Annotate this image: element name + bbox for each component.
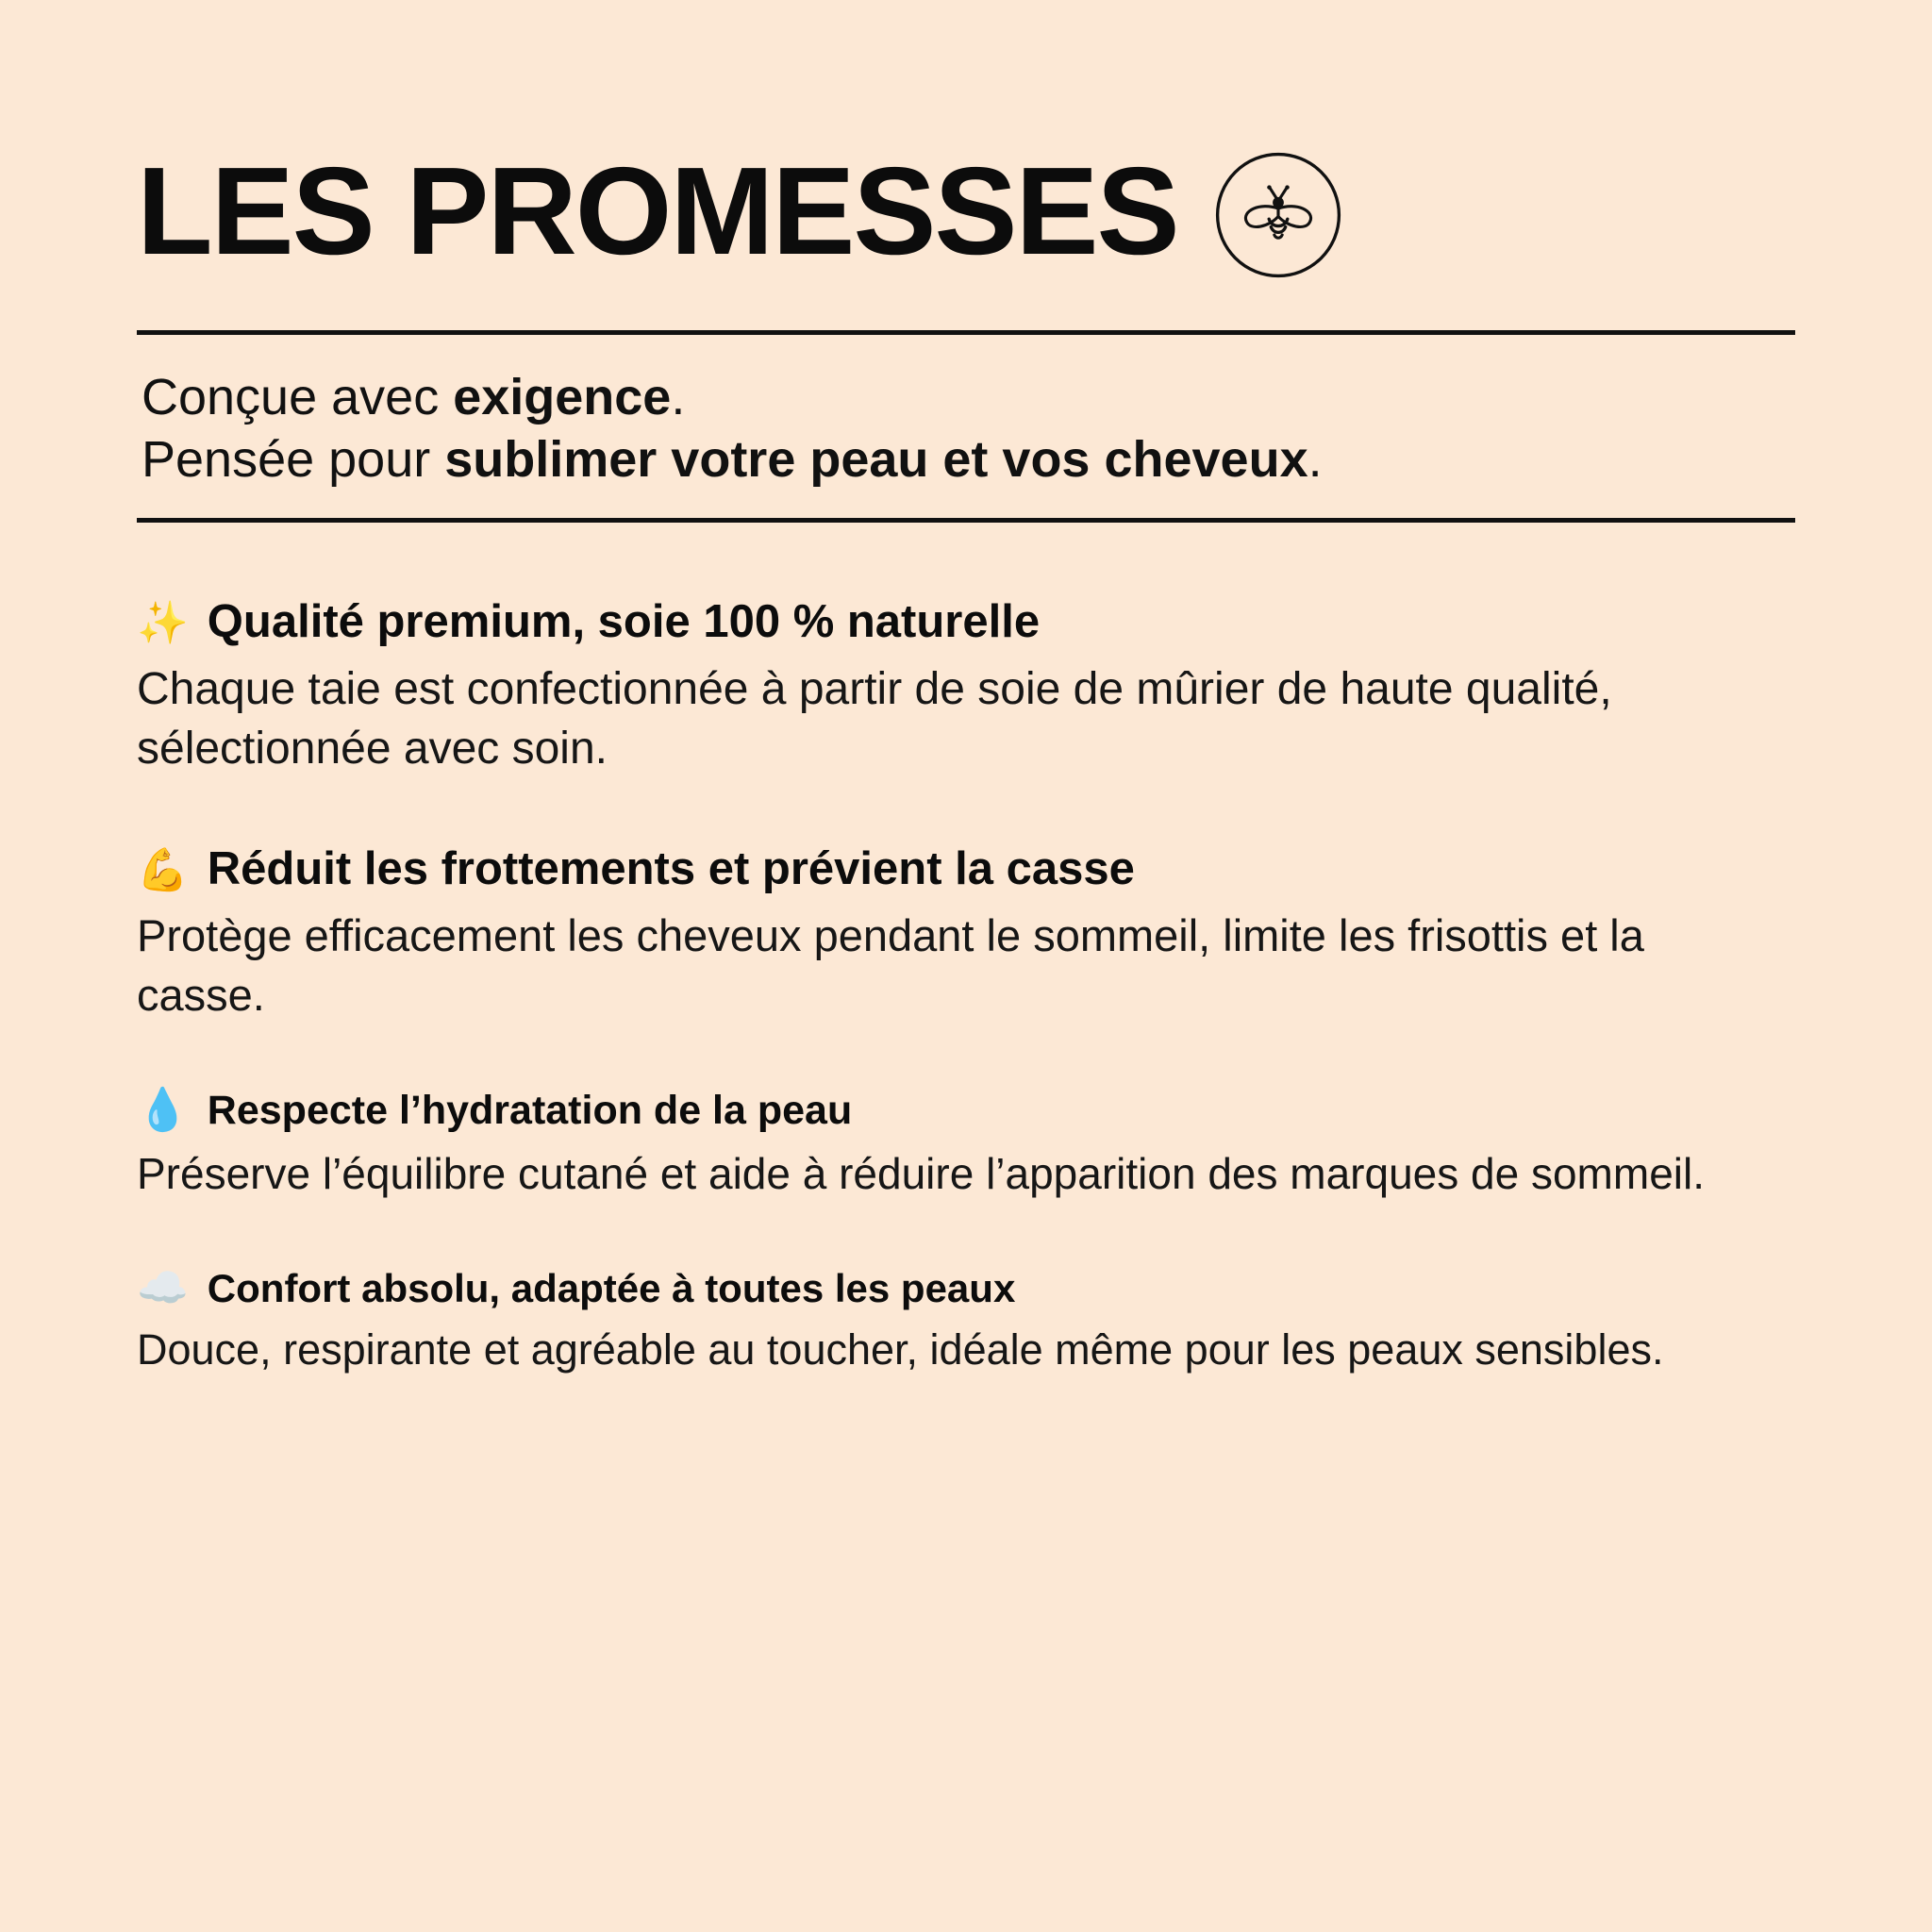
- intro-block: [137, 335, 1795, 491]
- intro-line-1: [142, 367, 1795, 429]
- intro-line-1-prefix: Conçue avec: [142, 369, 454, 425]
- promise-description: Préserve l’équilibre cutané et aide à réduire l’apparition des marques de sommeil.: [137, 1148, 1705, 1198]
- promise-item: [137, 1265, 1795, 1378]
- promise-title: Qualité premium, soie 100 % naturelle: [207, 595, 1041, 647]
- intro-line-1-suffix: .: [671, 369, 686, 425]
- promise-title-row: [137, 1265, 1795, 1312]
- promise-item: [137, 841, 1795, 1024]
- promise-title-row: [137, 594, 1795, 650]
- promise-title: Respecte l’hydratation de la peau: [207, 1088, 853, 1133]
- intro-line-2-suffix: .: [1307, 430, 1323, 488]
- page-header: [137, 142, 1795, 281]
- cloud-icon: ☁️: [137, 1264, 189, 1311]
- promise-title-row: [137, 841, 1795, 897]
- promise-title-row: [137, 1087, 1795, 1136]
- promise-description: Protège efficacement les cheveux pendant le sommeil, limite les frisottis et la casse.: [137, 910, 1644, 1020]
- divider-bottom: [137, 518, 1795, 523]
- promise-description: Chaque taie est confectionnée à partir de soie de mûrier de haute qualité, sélectionnée avec soin.: [137, 663, 1612, 774]
- promise-item: [137, 594, 1795, 779]
- promise-title: Réduit les frottements et prévient la casse: [207, 843, 1135, 895]
- intro-line-2: [142, 429, 1795, 491]
- bee-in-circle-logo-icon: [1212, 149, 1344, 281]
- promise-description: Douce, respirante et agréable au toucher, idéale même pour les peaux sensibles.: [137, 1325, 1664, 1374]
- sparkles-icon: ✨: [137, 599, 189, 646]
- flexed-biceps-icon: 💪: [137, 847, 189, 894]
- page-title: LES PROMESSES: [137, 142, 1178, 280]
- promise-title: Confort absolu, adaptée à toutes les peaux: [207, 1265, 1016, 1310]
- promise-item: [137, 1087, 1795, 1203]
- promises-list: [137, 594, 1795, 1378]
- water-droplet-icon: 💧: [137, 1087, 189, 1133]
- intro-line-2-prefix: Pensée pour: [142, 430, 445, 488]
- intro-line-2-bold: sublimer votre peau et vos cheveux: [444, 430, 1308, 488]
- intro-line-1-bold: exigence: [453, 369, 672, 425]
